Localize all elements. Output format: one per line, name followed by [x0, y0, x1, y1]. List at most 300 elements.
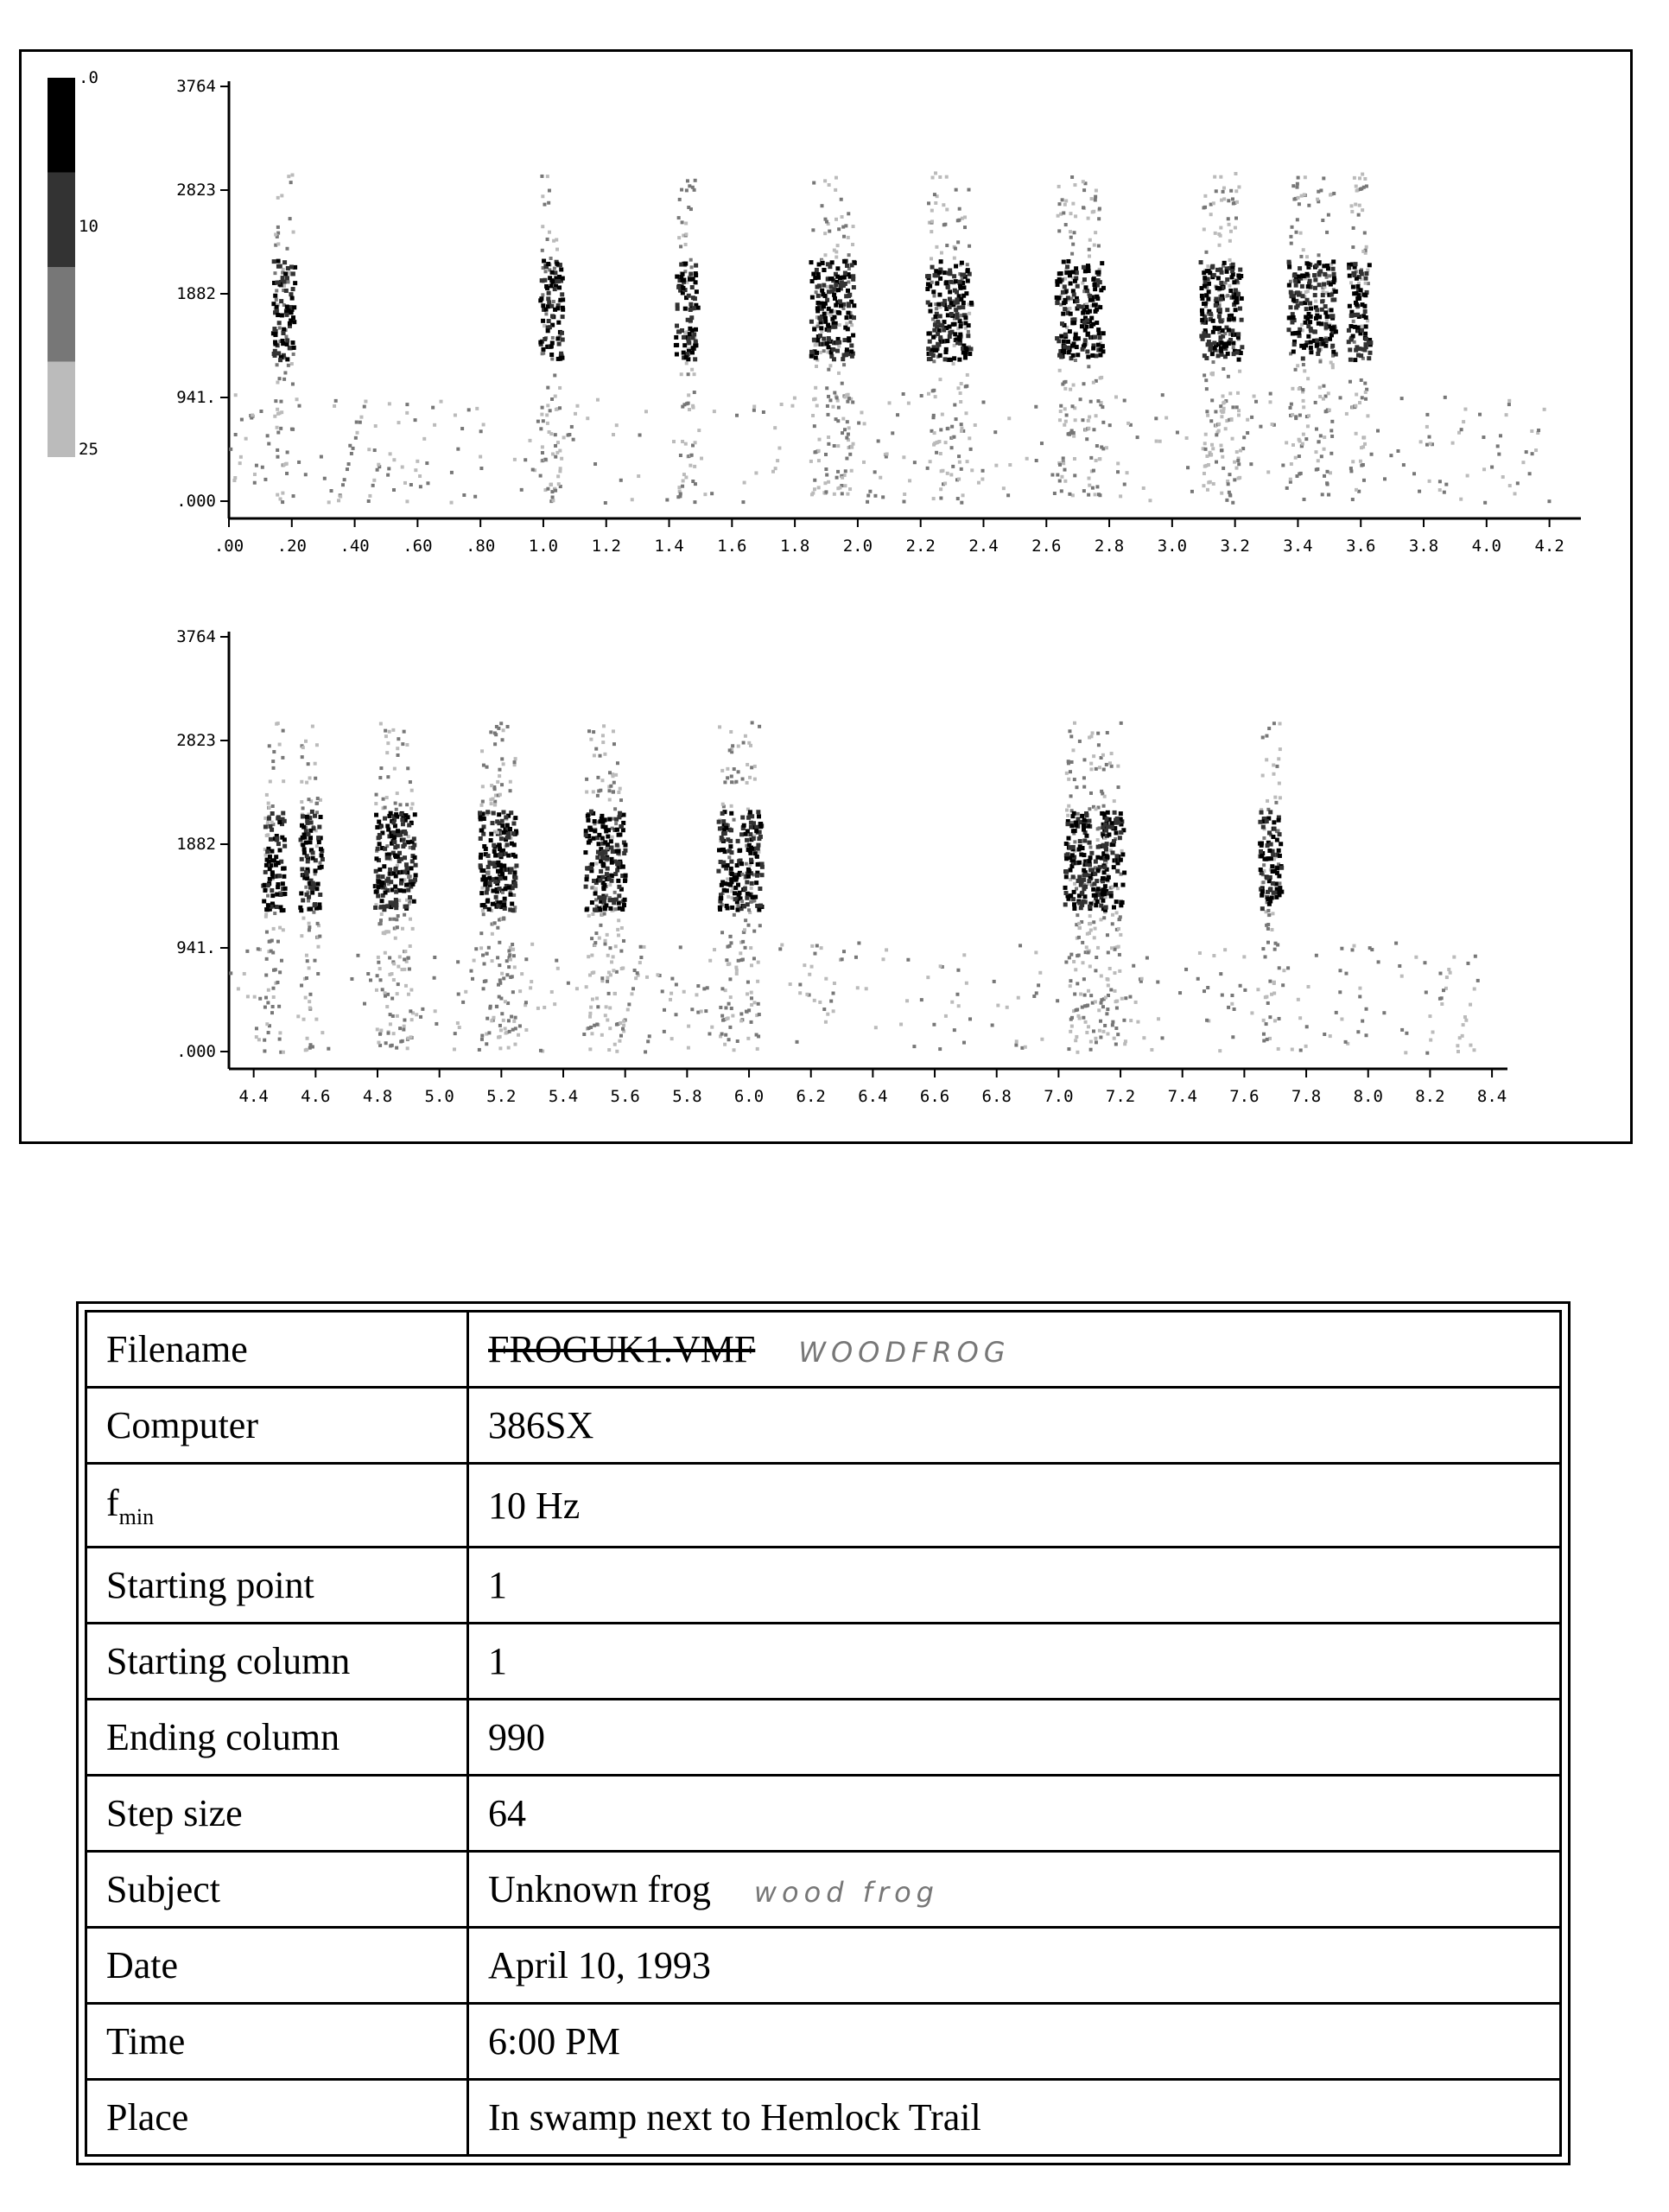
call-core-speck [1063, 886, 1068, 890]
call-speck [1099, 918, 1102, 921]
call-speck [1088, 845, 1092, 849]
call-core-speck [310, 810, 314, 814]
call-speck [1061, 383, 1064, 386]
call-speck [729, 730, 733, 734]
call-core-speck [829, 309, 834, 314]
call-speck [1068, 956, 1071, 959]
call-speck [1298, 454, 1301, 458]
call-core-speck [1213, 346, 1217, 350]
call-core-speck [847, 336, 851, 340]
x-tick-label: 2.8 [1094, 537, 1125, 556]
call-speck [833, 493, 836, 496]
call-speck [1227, 199, 1230, 202]
call-speck [838, 323, 841, 327]
noise-speck [355, 421, 359, 424]
call-core-speck [689, 319, 693, 323]
noise-speck [456, 448, 460, 451]
call-core-speck [1101, 331, 1106, 335]
call-core-speck [931, 335, 936, 340]
call-speck [961, 493, 965, 497]
noise-speck [808, 973, 811, 976]
call-core-speck [1306, 262, 1310, 266]
call-speck [271, 1005, 275, 1008]
call-core-speck [733, 897, 738, 901]
call-speck [1111, 1023, 1114, 1027]
call-speck [1068, 729, 1071, 733]
call-speck [289, 181, 293, 184]
call-core-speck [750, 881, 754, 886]
call-speck [1073, 457, 1076, 461]
x-tick-label: 4.6 [301, 1087, 331, 1106]
noise-speck [868, 490, 872, 493]
call-speck [490, 784, 493, 787]
call-core-speck [945, 339, 949, 343]
call-speck [1349, 281, 1353, 284]
call-speck [615, 970, 619, 974]
call-core-speck [1355, 313, 1360, 317]
call-core-speck [727, 849, 732, 853]
call-speck [682, 479, 685, 482]
noise-speck [1282, 969, 1285, 972]
noise-speck [1230, 1002, 1234, 1006]
noise-speck [713, 410, 716, 413]
noise-speck [1271, 423, 1274, 426]
call-speck [1211, 360, 1215, 364]
call-speck [1088, 416, 1091, 419]
call-speck [1349, 469, 1353, 473]
call-speck [609, 973, 612, 976]
call-core-speck [593, 819, 597, 823]
call-core-speck [319, 815, 323, 819]
call-speck [968, 436, 971, 440]
call-core-speck [414, 873, 418, 877]
call-core-speck [1228, 289, 1233, 293]
call-core-speck [1323, 344, 1328, 348]
noise-speck [520, 488, 524, 492]
call-speck [1204, 251, 1208, 254]
call-core-speck [1360, 328, 1364, 333]
call-speck [694, 482, 697, 486]
call-speck [274, 232, 277, 236]
noise-speck [1547, 499, 1551, 503]
call-speck [1274, 801, 1278, 804]
call-core-speck [822, 304, 826, 308]
noise-speck [856, 986, 860, 989]
call-core-speck [306, 832, 310, 836]
call-speck [1073, 840, 1076, 843]
call-core-speck [1315, 344, 1319, 348]
call-speck [1075, 1035, 1078, 1039]
call-speck [377, 961, 380, 964]
call-speck [489, 1005, 492, 1008]
call-speck [1214, 232, 1217, 235]
call-core-speck [1315, 338, 1319, 342]
call-core-speck [314, 887, 319, 891]
call-speck [724, 1006, 727, 1009]
call-speck [756, 1047, 759, 1051]
call-speck [613, 992, 617, 995]
call-speck [301, 755, 304, 759]
call-speck [681, 220, 684, 224]
noise-speck [409, 483, 413, 486]
noise-speck [585, 985, 588, 988]
call-speck [814, 386, 817, 390]
call-speck [931, 176, 935, 180]
noise-speck [1457, 431, 1461, 435]
call-core-speck [378, 868, 382, 872]
call-speck [1352, 226, 1355, 230]
call-speck [1365, 184, 1368, 188]
noise-speck [706, 986, 709, 989]
noise-speck [473, 959, 476, 963]
call-speck [1314, 401, 1317, 404]
call-speck [554, 444, 557, 448]
call-core-speck [674, 335, 678, 340]
call-speck [553, 373, 556, 377]
call-speck [1262, 880, 1266, 884]
call-core-speck [264, 863, 269, 868]
call-speck [838, 486, 841, 489]
noise-speck [656, 973, 659, 976]
noise-speck [1351, 498, 1355, 501]
call-core-speck [623, 842, 627, 847]
call-core-speck [276, 817, 280, 821]
call-speck [506, 725, 510, 728]
call-core-speck [1059, 271, 1063, 276]
call-core-speck [730, 872, 734, 876]
call-speck [950, 446, 954, 449]
noise-speck [739, 951, 742, 955]
call-speck [1319, 434, 1323, 437]
x-tick-label: 5.4 [548, 1087, 579, 1106]
call-core-speck [721, 848, 726, 852]
noise-speck [1482, 435, 1485, 439]
call-core-speck [1088, 309, 1092, 314]
noise-speck [308, 1006, 312, 1009]
call-speck [1089, 456, 1093, 460]
noise-speck [1091, 486, 1095, 490]
call-core-speck [479, 828, 484, 832]
call-speck [555, 238, 558, 241]
noise-speck [1076, 982, 1079, 985]
call-core-speck [1081, 311, 1085, 315]
noise-speck [1118, 953, 1121, 957]
noise-speck [1212, 954, 1215, 957]
call-speck [263, 1006, 267, 1009]
call-speck [1275, 765, 1279, 768]
call-core-speck [513, 884, 517, 888]
call-speck [587, 729, 591, 733]
noise-speck [1490, 466, 1494, 469]
noise-speck [433, 423, 436, 427]
call-core-speck [835, 349, 840, 353]
call-speck [485, 1042, 488, 1046]
call-speck [315, 810, 319, 814]
call-core-speck [547, 291, 551, 296]
call-core-speck [1063, 307, 1067, 311]
call-core-speck [610, 861, 614, 865]
call-speck [1088, 807, 1091, 810]
call-speck [1303, 369, 1306, 372]
call-speck [1203, 194, 1207, 198]
call-core-speck [281, 341, 285, 346]
noise-speck [1449, 971, 1452, 975]
noise-speck [1237, 462, 1241, 466]
call-speck [614, 822, 618, 825]
call-speck [1116, 765, 1120, 768]
noise-speck [1451, 442, 1455, 445]
noise-speck [364, 400, 367, 404]
noise-speck [1335, 1011, 1338, 1014]
call-speck [500, 972, 504, 976]
noise-speck [1528, 472, 1532, 475]
call-speck [558, 449, 562, 453]
call-speck [1235, 450, 1239, 454]
call-core-speck [1073, 829, 1077, 833]
call-core-speck [1304, 321, 1308, 325]
call-speck [726, 776, 729, 779]
noise-speck [1317, 459, 1320, 462]
call-speck [851, 401, 854, 404]
call-speck [945, 175, 949, 179]
noise-speck [746, 981, 750, 984]
call-core-speck [289, 292, 293, 296]
call-core-speck [1367, 356, 1371, 360]
call-speck [827, 442, 830, 446]
noise-speck [1285, 486, 1289, 490]
call-core-speck [1079, 852, 1083, 856]
call-speck [731, 1014, 734, 1018]
noise-speck [857, 422, 860, 425]
call-core-speck [963, 321, 968, 326]
noise-speck [1297, 998, 1300, 1001]
noise-speck [553, 1002, 556, 1006]
call-core-speck [1309, 350, 1313, 354]
call-speck [1070, 175, 1074, 179]
call-speck [1314, 300, 1317, 303]
noise-speck [1344, 972, 1348, 976]
call-core-speck [558, 357, 562, 361]
call-speck [617, 791, 620, 794]
call-speck [1278, 881, 1281, 885]
call-speck [1094, 195, 1097, 199]
call-speck [1100, 1001, 1103, 1005]
call-core-speck [749, 825, 753, 830]
noise-speck [860, 410, 863, 414]
call-speck [953, 257, 956, 260]
call-speck [1057, 202, 1061, 206]
call-core-speck [282, 844, 287, 849]
call-core-speck [748, 849, 752, 853]
noise-speck [1298, 1016, 1302, 1020]
call-core-speck [485, 887, 490, 891]
noise-speck [1069, 953, 1073, 957]
call-speck [1296, 364, 1299, 367]
call-core-speck [809, 350, 814, 354]
noise-speck [873, 470, 877, 474]
noise-speck [539, 1049, 543, 1052]
call-speck [1102, 916, 1106, 919]
noise-speck [809, 460, 813, 463]
call-speck [289, 217, 292, 220]
noise-speck [980, 478, 984, 481]
noise-speck [687, 393, 690, 397]
call-core-speck [1087, 269, 1091, 273]
noise-speck [244, 437, 248, 441]
noise-speck [902, 392, 905, 396]
call-speck [318, 861, 321, 865]
call-speck [844, 469, 847, 473]
call-core-speck [481, 868, 485, 873]
call-core-speck [834, 283, 838, 287]
noise-speck [879, 476, 882, 480]
noise-speck [574, 412, 577, 416]
call-speck [1323, 448, 1326, 451]
noise-speck [1014, 1044, 1018, 1047]
call-speck [720, 931, 724, 934]
call-core-speck [833, 296, 837, 301]
call-speck [393, 767, 397, 771]
noise-speck [550, 397, 554, 401]
call-speck [946, 427, 949, 430]
call-core-speck [556, 279, 561, 283]
call-core-speck [836, 310, 841, 315]
call-speck [960, 382, 963, 385]
call-core-speck [1084, 873, 1088, 877]
call-core-speck [1076, 879, 1081, 883]
call-core-speck [1348, 347, 1352, 352]
call-core-speck [1096, 845, 1101, 849]
call-speck [688, 408, 691, 411]
call-core-speck [277, 820, 282, 824]
noise-speck [865, 987, 868, 990]
call-core-speck [1082, 828, 1086, 832]
call-core-speck [394, 812, 398, 817]
call-speck [1322, 385, 1325, 388]
x-tick-label: 2.2 [905, 537, 936, 556]
call-core-speck [1330, 314, 1335, 318]
call-core-speck [1294, 283, 1298, 288]
call-core-speck [479, 855, 483, 860]
call-speck [1095, 414, 1098, 417]
call-speck [378, 776, 382, 779]
noise-speck [837, 406, 841, 410]
call-core-speck [589, 866, 593, 870]
noise-speck [1474, 955, 1477, 958]
call-core-speck [1057, 277, 1062, 282]
call-speck [278, 926, 282, 930]
call-speck [1354, 203, 1357, 207]
noise-speck [346, 467, 349, 471]
noise-speck [1440, 1002, 1444, 1006]
call-speck [608, 771, 612, 774]
call-core-speck [623, 898, 627, 902]
noise-speck [877, 439, 880, 442]
call-core-speck [505, 823, 510, 828]
call-speck [612, 791, 615, 794]
call-speck [544, 270, 548, 273]
noise-speck [1006, 493, 1010, 497]
call-speck [542, 352, 545, 355]
call-speck [316, 797, 320, 800]
noise-speck [743, 481, 746, 485]
call-core-speck [1315, 308, 1319, 312]
call-speck [1234, 217, 1238, 220]
call-speck [960, 467, 963, 471]
call-core-speck [849, 349, 854, 353]
call-core-speck [1063, 345, 1067, 349]
call-core-speck [1356, 353, 1361, 358]
call-speck [514, 1027, 517, 1030]
call-core-speck [1316, 352, 1320, 356]
call-core-speck [847, 302, 851, 306]
call-speck [407, 993, 410, 996]
call-speck [589, 738, 593, 741]
call-core-speck [376, 893, 380, 898]
call-speck [1325, 470, 1329, 474]
noise-speck [337, 499, 340, 502]
noise-speck [1050, 474, 1054, 477]
call-core-speck [830, 260, 834, 264]
call-speck [1327, 493, 1330, 497]
call-core-speck [489, 832, 493, 836]
x-tick-label: 7.2 [1105, 1087, 1136, 1106]
noise-speck [796, 1040, 799, 1044]
call-speck [1204, 433, 1208, 436]
call-speck [612, 729, 615, 733]
call-core-speck [1069, 823, 1074, 828]
call-speck [1081, 941, 1084, 944]
call-core-speck [842, 276, 847, 280]
call-speck [501, 738, 505, 741]
noise-speck [1440, 996, 1444, 1000]
noise-speck [866, 500, 869, 504]
call-core-speck [602, 883, 606, 887]
call-speck [933, 193, 936, 196]
call-core-speck [272, 259, 276, 264]
call-core-speck [733, 891, 737, 895]
call-speck [841, 215, 844, 219]
call-speck [1120, 721, 1123, 725]
call-core-speck [1072, 341, 1076, 346]
call-speck [500, 757, 504, 760]
call-speck [392, 978, 396, 982]
noise-speck [1444, 483, 1448, 486]
call-speck [1106, 933, 1109, 937]
call-core-speck [601, 861, 606, 866]
noise-speck [1145, 957, 1149, 960]
call-core-speck [675, 343, 679, 347]
call-speck [1222, 187, 1226, 190]
call-speck [290, 362, 294, 365]
noise-speck [363, 1002, 366, 1006]
call-core-speck [300, 867, 304, 871]
call-core-speck [1355, 302, 1359, 307]
call-speck [1095, 767, 1098, 771]
call-speck [935, 307, 938, 310]
noise-speck [371, 484, 375, 487]
call-speck [599, 924, 602, 927]
call-speck [1100, 790, 1103, 793]
noise-speck [908, 479, 911, 482]
call-speck [821, 204, 824, 207]
call-core-speck [398, 888, 403, 893]
call-speck [1359, 460, 1362, 463]
call-core-speck [267, 859, 271, 863]
call-core-speck [1093, 335, 1097, 340]
x-tick-label: 7.4 [1167, 1087, 1197, 1106]
noise-speck [1462, 1023, 1465, 1027]
